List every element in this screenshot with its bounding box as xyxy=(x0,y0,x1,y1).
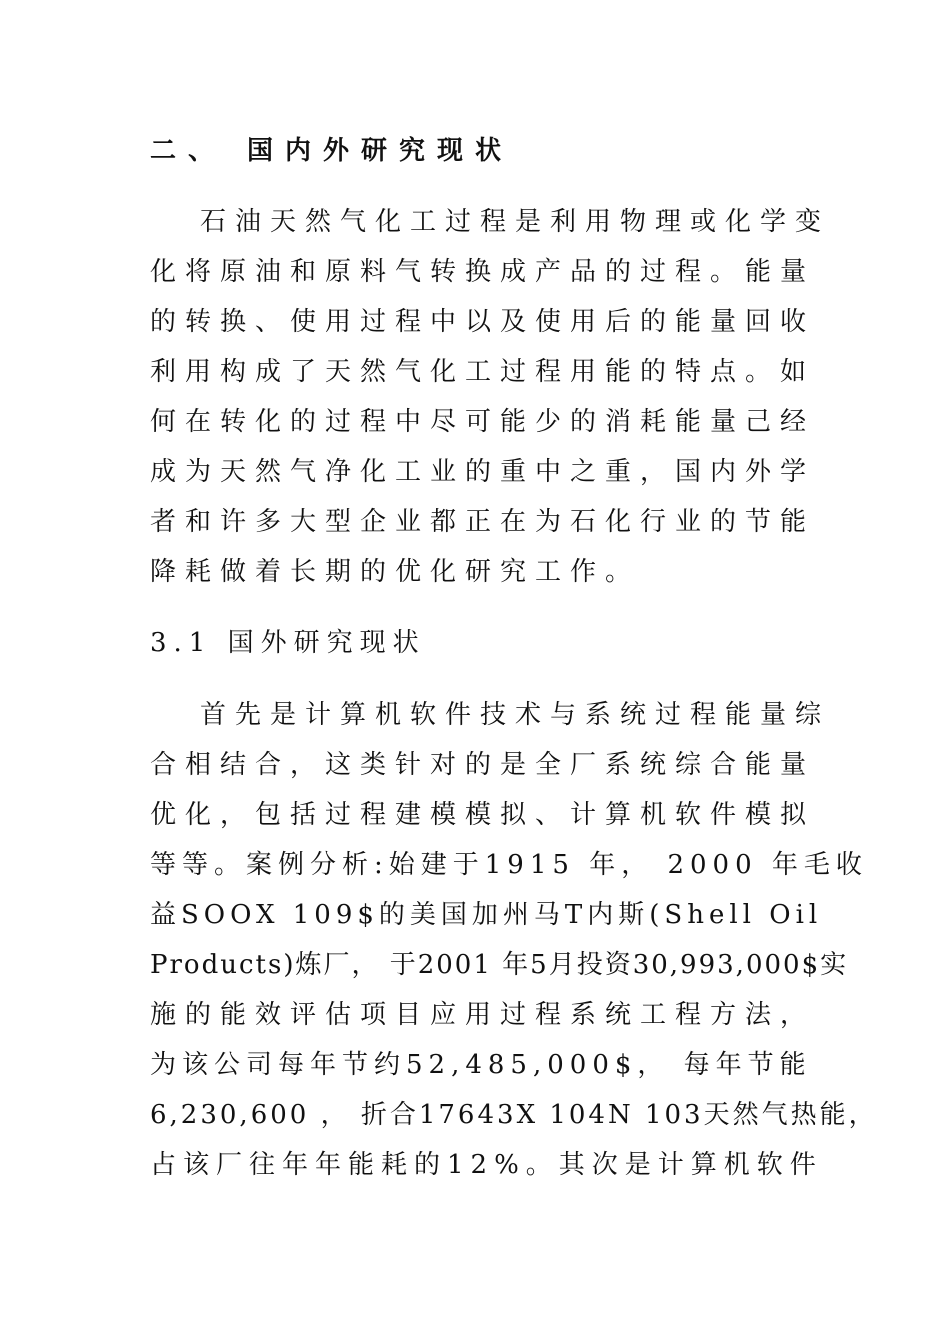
paragraph-line: Products)炼厂， 于2001 年5月投资30,993,000$实 xyxy=(150,950,849,980)
paragraph-line: 石油天然气化工过程是利用物理或化学变 xyxy=(200,207,831,237)
paragraph-line: 等等。案例分析:始建于1915 年， 2000 年毛收 xyxy=(150,850,868,880)
paragraph-line: 6,230,600 ， 折合17643X 104N 103天然气热能， xyxy=(150,1100,878,1130)
paragraph-line: 者和许多大型企业都正在为石化行业的节能 xyxy=(150,507,816,537)
paragraph-line: 益SOOX 109$的美国加州马T内斯(Shell Oil xyxy=(150,900,823,930)
paragraph-line: 的转换、使用过程中以及使用后的能量回收 xyxy=(150,307,816,337)
subsection-heading: 3.1 国外研究现状 xyxy=(150,628,426,658)
paragraph-line: 优化，包括过程建模模拟、计算机软件模拟 xyxy=(150,800,816,830)
paragraph-line: 施的能效评估项目应用过程系统工程方法， xyxy=(150,1000,816,1030)
paragraph-line: 利用构成了天然气化工过程用能的特点。如 xyxy=(150,357,816,387)
paragraph-line: 占该厂往年年能耗的12%。其次是计算机软件 xyxy=(150,1150,823,1180)
paragraph-line: 化将原油和原料气转换成产品的过程。能量 xyxy=(150,257,816,287)
paragraph-line: 首先是计算机软件技术与系统过程能量综 xyxy=(200,700,831,730)
section-heading: 二、 国内外研究现状 xyxy=(150,136,514,166)
paragraph-line: 为该公司每年节约52,485,000$， 每年节能 xyxy=(150,1050,812,1080)
paragraph-line: 何在转化的过程中尽可能少的消耗能量己经 xyxy=(150,407,816,437)
paragraph-line: 成为天然气净化工业的重中之重，国内外学 xyxy=(150,457,816,487)
paragraph-line: 合相结合，这类针对的是全厂系统综合能量 xyxy=(150,750,816,780)
paragraph-line: 降耗做着长期的优化研究工作。 xyxy=(150,557,641,587)
